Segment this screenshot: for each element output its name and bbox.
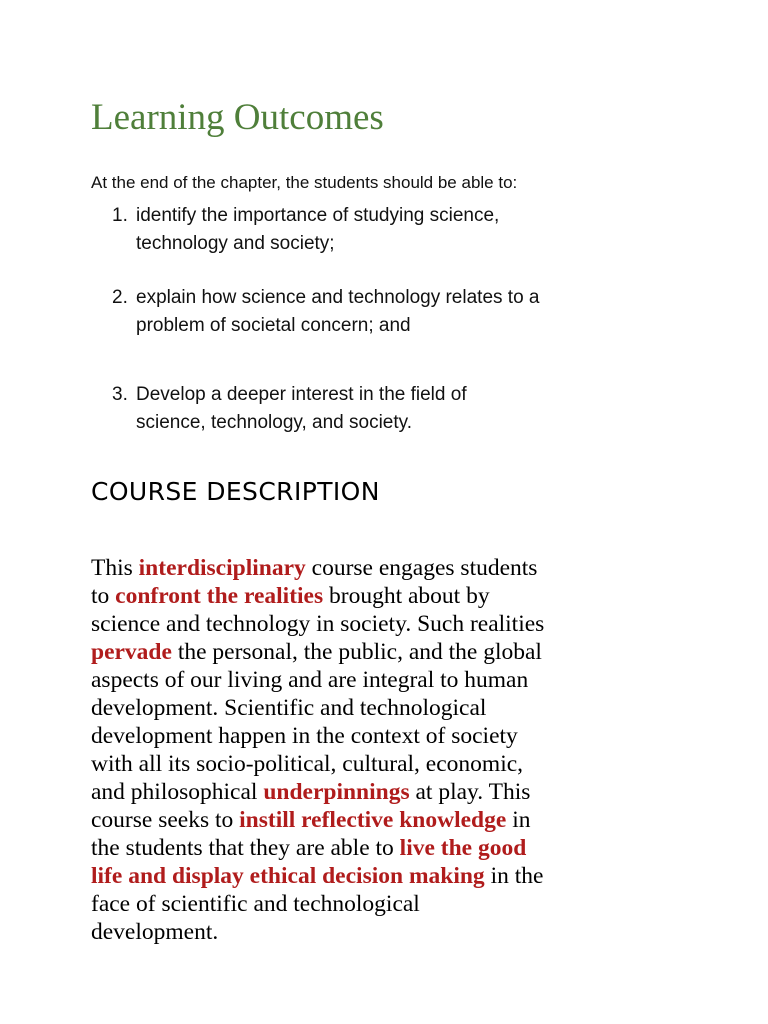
description-line	[91, 806, 731, 834]
outcome-line: Develop a deeper interest in the field of	[136, 384, 467, 405]
outcome-number: 2.	[112, 287, 128, 308]
description-text: course engages students	[305, 555, 538, 581]
description-line	[91, 862, 731, 890]
description-text: This	[91, 555, 139, 581]
section-title: COURSE DESCRIPTION	[91, 477, 380, 506]
description-line	[91, 666, 731, 694]
description-text: science and technology in society. Such realities	[91, 611, 545, 637]
description-text: the students that they are able to	[91, 835, 400, 861]
description-line	[91, 582, 731, 610]
outcome-line: explain how science and technology relates to a	[136, 287, 540, 308]
outcome-item-3	[112, 381, 712, 437]
description-line	[91, 778, 731, 806]
outcome-line: identify the importance of studying science,	[136, 205, 500, 226]
description-text: course seeks to	[91, 807, 240, 833]
intro-text: At the end of the chapter, the students should be able to:	[91, 173, 518, 192]
description-line	[91, 638, 731, 666]
course-description	[91, 554, 731, 946]
highlighted-term: underpinnings	[263, 779, 410, 805]
description-text: face of scientific and technological	[91, 891, 420, 917]
description-line	[91, 834, 731, 862]
description-line	[91, 554, 731, 582]
highlighted-term: instill reflective knowledge	[239, 807, 507, 833]
description-text: with all its socio-political, cultural, economic,	[91, 751, 524, 777]
description-line	[91, 918, 731, 946]
highlighted-term: confront the realities	[115, 583, 324, 609]
outcome-line: problem of societal concern; and	[136, 315, 411, 336]
outcome-number: 1.	[112, 205, 128, 226]
description-text: in	[506, 807, 531, 833]
description-line	[91, 890, 731, 918]
description-text: brought about by	[323, 583, 490, 609]
highlighted-term: interdisciplinary	[138, 555, 306, 581]
description-text: the personal, the public, and the global	[171, 639, 542, 665]
outcome-line: technology and society;	[136, 233, 335, 254]
outcome-number: 3.	[112, 384, 128, 405]
highlighted-term: life and display ethical decision making	[91, 863, 485, 889]
description-text: development. Scientific and technological	[91, 695, 487, 721]
description-text: at play. This	[409, 779, 531, 805]
description-text: development happen in the context of society	[91, 723, 518, 749]
description-line	[91, 694, 731, 722]
description-line	[91, 610, 731, 638]
highlighted-term: live the good	[399, 835, 527, 861]
outcome-item-2	[112, 284, 712, 340]
description-text: development.	[91, 919, 219, 945]
description-text: to	[91, 583, 116, 609]
outcome-item-1	[112, 202, 712, 258]
description-line	[91, 750, 731, 778]
page-title: Learning Outcomes	[91, 97, 384, 138]
description-text: and philosophical	[91, 779, 264, 805]
outcome-line: science, technology, and society.	[136, 412, 413, 433]
description-line	[91, 722, 731, 750]
highlighted-term: pervade	[91, 639, 172, 665]
description-text: in the	[484, 863, 544, 889]
description-text: aspects of our living and are integral to human	[91, 667, 529, 693]
